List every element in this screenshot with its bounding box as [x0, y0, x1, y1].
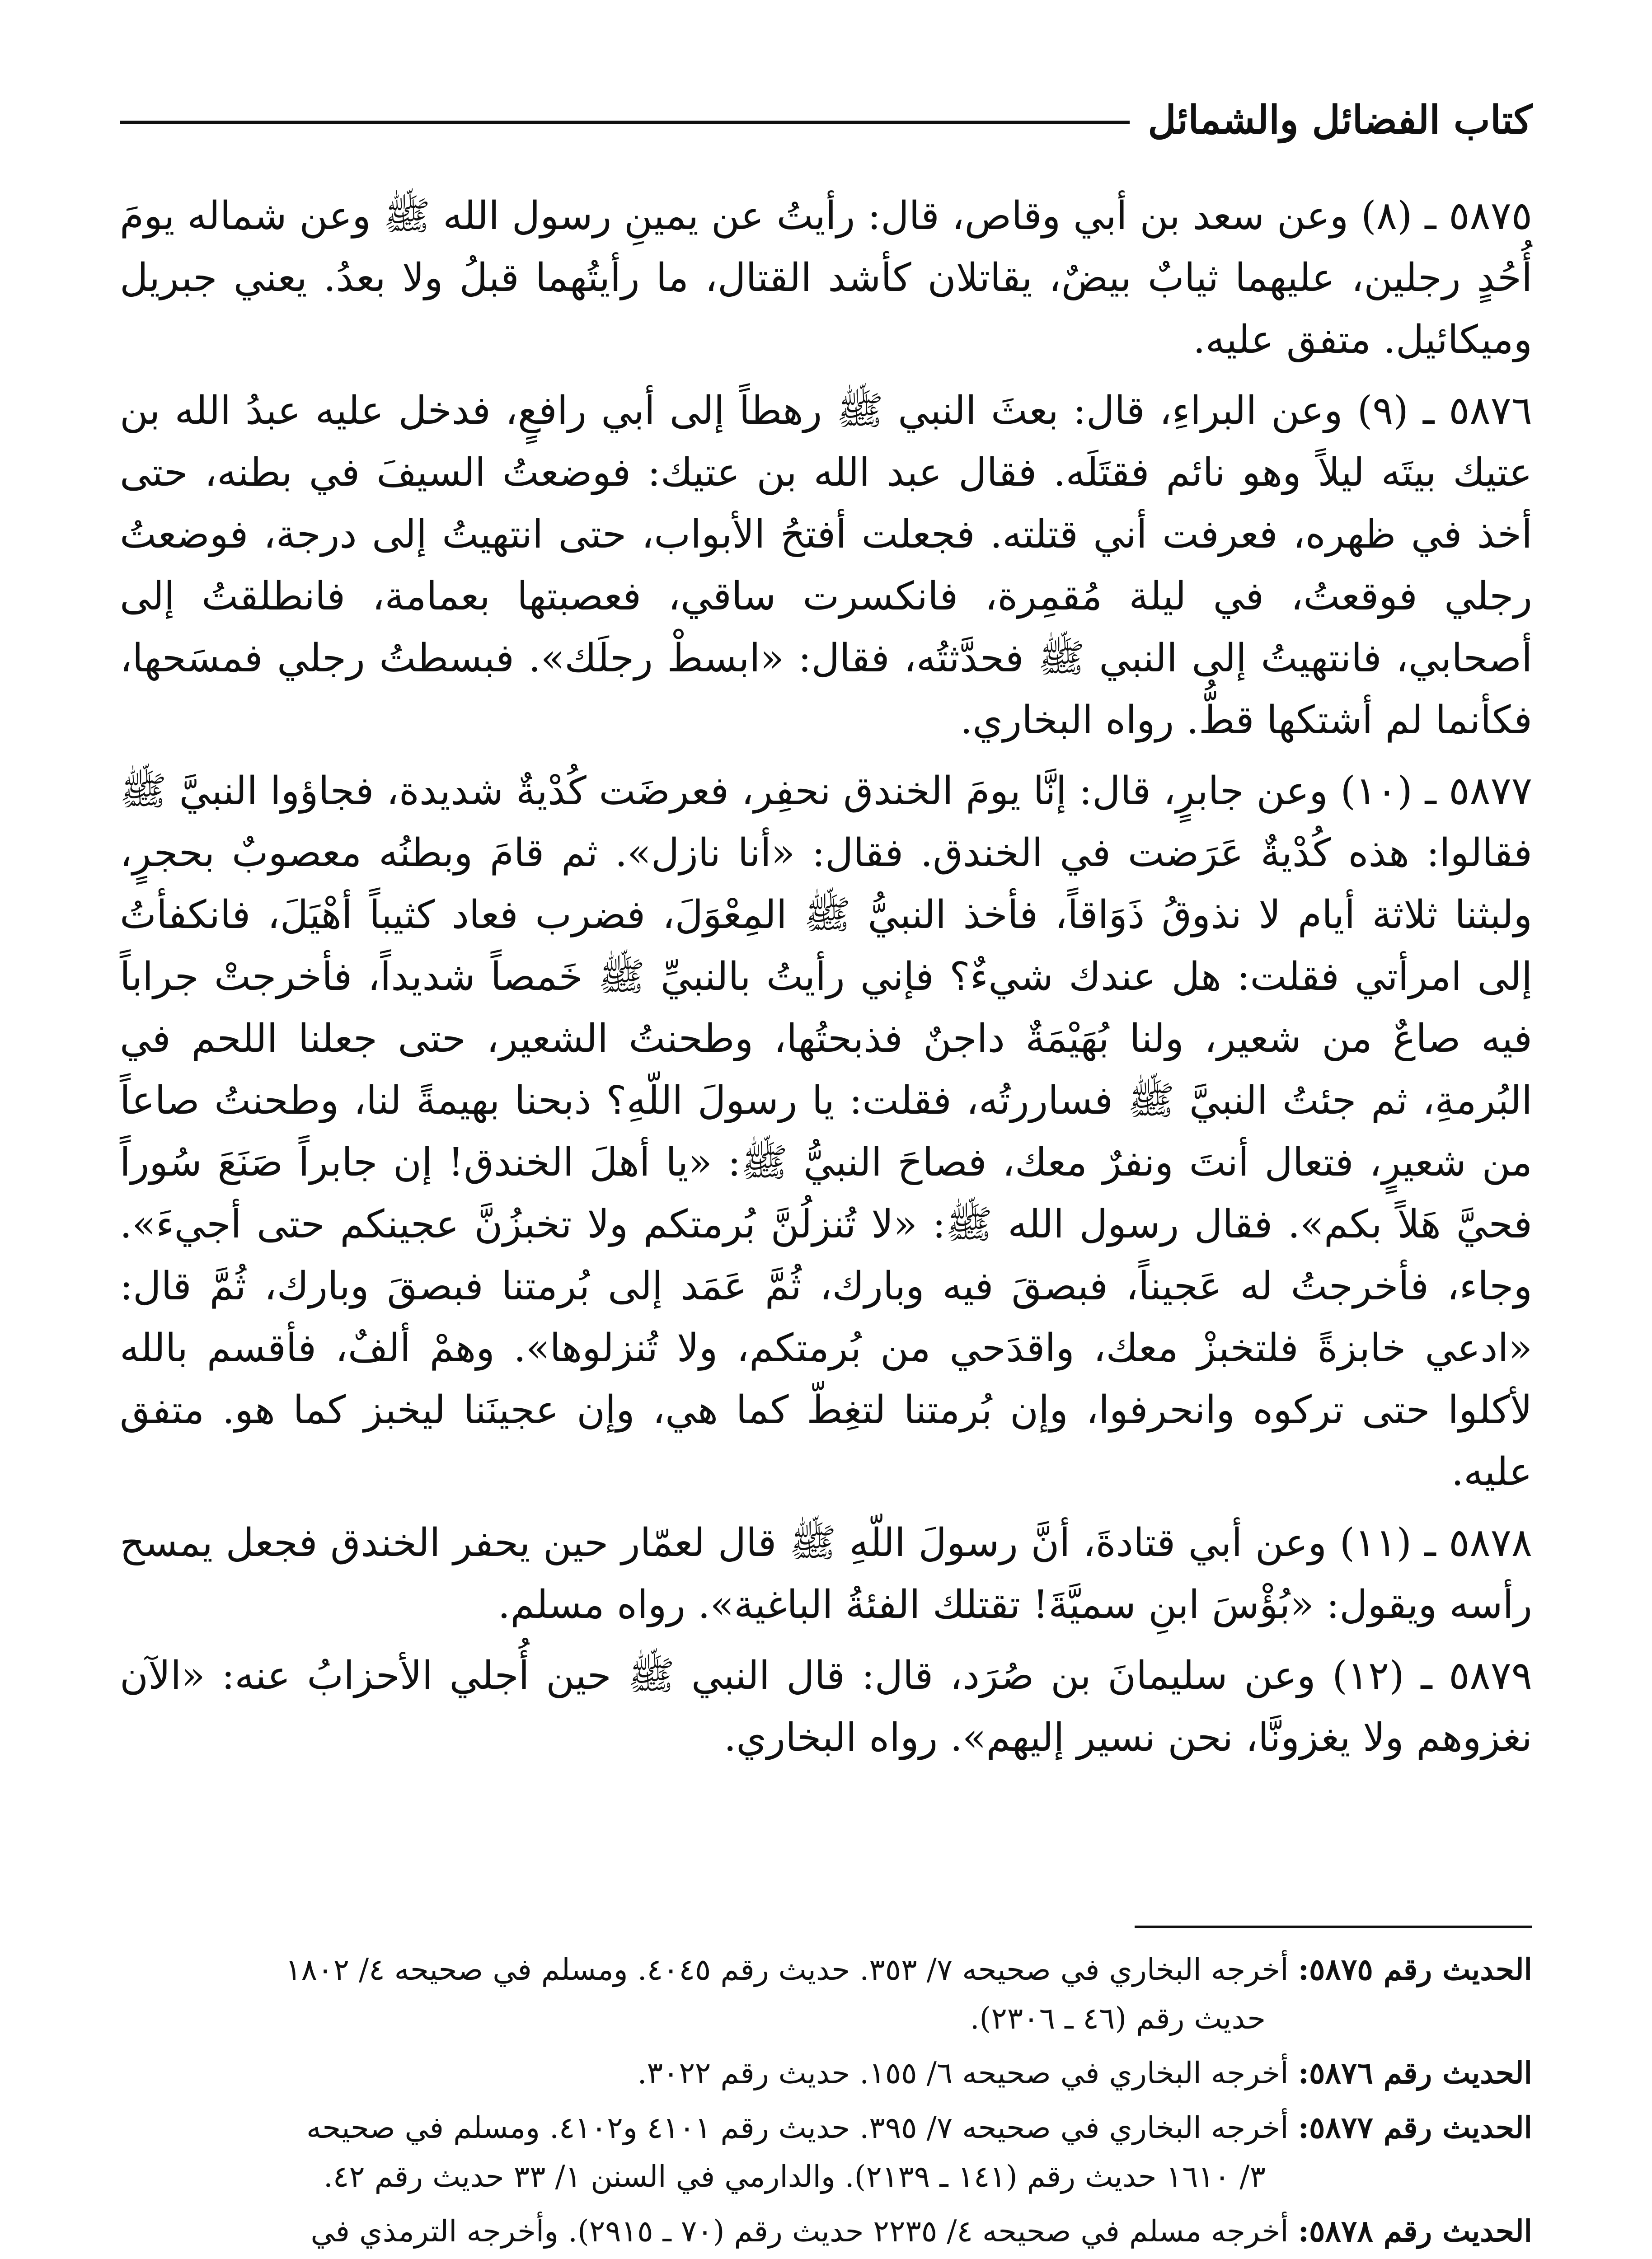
hadith-number: ٥٨٧٩ ـ (١٢): [1332, 1653, 1532, 1698]
book-title: كتاب الفضائل والشمائل: [1148, 97, 1532, 143]
hadith-number: ٥٨٧٧ ـ (١٠): [1340, 769, 1532, 814]
footnote-5876: [120, 2048, 1532, 2098]
hadith-number: ٥٨٧٦ ـ (٩): [1357, 388, 1532, 433]
footnote-separator: [1135, 1926, 1532, 1928]
footnote-label: الحديث رقم ٥٨٧٦:: [1298, 2055, 1532, 2090]
footnote-label: الحديث رقم ٥٨٧٧:: [1298, 2110, 1532, 2145]
header-rule: [120, 121, 1130, 124]
footnote-5875: [120, 1945, 1532, 2043]
footnote-text: أخرجه البخاري في صحيحه ٧/ ٣٥٣. حديث رقم ٤٠٤٥. ومسلم في صحيحه ٤/ ١٨٠٢: [285, 1952, 1289, 1987]
hadith-5876: [120, 380, 1532, 751]
footnote-label: الحديث رقم ٥٨٧٨:: [1298, 2213, 1532, 2249]
hadith-5878: [120, 1512, 1532, 1636]
hadith-5877: [120, 760, 1532, 1503]
running-header: [120, 84, 1532, 156]
main-text: [120, 185, 1532, 1769]
hadith-text: وعن سليمانَ بن صُرَد، قال: قال النبي ﷺ حين أُجلي الأحزابُ عنه: «الآن نغزوهم ولا يغزونَّا، نحن نسير إليهم». رواه البخاري.: [120, 1653, 1532, 1760]
hadith-number: ٥٨٧٥ ـ (٨): [1361, 193, 1532, 239]
footnotes: [120, 1945, 1532, 2259]
footnote-text: أخرجه البخاري في صحيحه ٧/ ٣٩٥. حديث رقم ٤١٠١ و٤١٠٢. ومسلم في صحيحه: [306, 2110, 1289, 2145]
hadith-number: ٥٨٧٨ ـ (١١): [1339, 1520, 1532, 1565]
hadith-text: وعن سعد بن أبي وقاص، قال: رأيتُ عن يمينِ رسول الله ﷺ وعن شماله يومَ أُحُدٍ رجلين، عليهما ثيابٌ بيضٌ، يقاتلان كأشد القتال، ما رأيتُهما قبلُ ولا بعدُ. يعني جبريل وميكائيل. متفق عليه.: [120, 193, 1532, 362]
footnote-text: أخرجه البخاري في صحيحه ٦/ ١٥٥. حديث رقم ٣٠٢٢.: [637, 2056, 1289, 2090]
hadith-5875: [120, 185, 1532, 371]
footnote-continuation: ٣/ ١٦١٠ حديث رقم (١٤١ ـ ٢١٣٩). والدارمي في السنن ١/ ٣٣ حديث رقم ٤٢.: [323, 2159, 1266, 2194]
footnote-5877: [120, 2103, 1532, 2201]
footnote-5878: [120, 2207, 1532, 2259]
footnote-continuation: [120, 2256, 1532, 2259]
hadith-text: وعن البراءِ، قال: بعثَ النبي ﷺ رهطاً إلى أبي رافعٍ، فدخل عليه عبدُ الله بن عتيك بيتَه ليلاً وهو نائم فقتَلَه. فقال عبد الله بن عتيك: فوضعتُ السيفَ في بطنه، حتى أخذ في ظهره، فعرفت أني قتلته. فجعلت أفتحُ الأبواب، حتى انتهيتُ إلى درجة، فوضعتُ رجلي فوقعتُ، في ليلة مُقمِرة، فانكسرت ساقي، فعصبتها بعمامة، فانطلقتُ إلى أصحابي، فانتهيتُ إلى النبي ﷺ فحدَّثتُه، فقال: «ابسطْ رجلَك». فبسطتُ رجلي فمسَحها، فكأنما لم أشتكها قطُّ. رواه البخاري.: [120, 388, 1532, 743]
hadith-text: وعن أبي قتادةَ، أنَّ رسولَ اللّهِ ﷺ قال لعمّار حين يحفر الخندق فجعل يمسح رأسه ويقول: «بُؤْسَ ابنِ سميَّةَ! تقتلك الفئةُ الباغية». رواه مسلم.: [120, 1520, 1532, 1627]
footnote-text: أخرجه مسلم في صحيحه ٤/ ٢٢٣٥ حديث رقم (٧٠ ـ ٢٩١٥). وأخرجه الترمذي في: [310, 2214, 1289, 2249]
hadith-text: وعن جابرٍ، قال: إنَّا يومَ الخندق نحفِر، فعرضَت كُدْيةٌ شديدة، فجاؤوا النبيَّ ﷺ فقالوا: هذه كُدْيةٌ عَرَضت في الخندق. فقال: «أنا نازل». ثم قامَ وبطنُه معصوبٌ بحجرٍ، ولبثنا ثلاثة أيام لا نذوقُ ذَوَاقاً، فأخذ النبيُّ ﷺ المِعْوَلَ، فضرب فعاد كثيباً أهْيَلَ، فانكفأتُ إلى امرأتي فقلت: هل عندك شيءٌ؟ فإني رأيتُ بالنبيِّ ﷺ خَمصاً شديداً، فأخرجتْ جراباً فيه صاعٌ من شعير، ولنا بُهَيْمَةٌ داجنٌ فذبحتُها، وطحنتُ الشعير، حتى جعلنا اللحم في البُرمةِ، ثم جئتُ النبيَّ ﷺ فساررتُه، فقلت: يا رسولَ اللّهِ؟ ذبحنا بهيمةً لنا، وطحنتُ صاعاً من شعيرٍ، فتعال أنتَ ونفرٌ معك، فصاحَ النبيُّ ﷺ: «يا أهلَ الخندق! إن جابراً صَنَعَ سُوراً فحيَّ هَلاً بكم». فقال رسول الله ﷺ: «لا تُنزلُنَّ بُرمتكم ولا تخبزُنَّ عجينكم حتى أجيءَ». وجاء، فأخرجتُ له عَجيناً، فبصقَ فيه وبارك، ثُمَّ عَمَد إلى بُرمتنا فبصقَ وبارك، ثُمَّ قال: «ادعي خابزةً فلتخبزْ معك، واقدَحي من بُرمتكم، ولا تُنزلوها». وهمْ ألفٌ، فأقسم بالله لأكلوا حتى تركوه وانحرفوا، وإن بُرمتنا لتغِطّ كما هي، وإن عجينَنا ليخبز كما هو. متفق عليه.: [120, 769, 1532, 1495]
footnote-continuation: حديث رقم (٤٦ ـ ٢٣٠٦).: [970, 2001, 1266, 2036]
footnote-label: الحديث رقم ٥٨٧٥:: [1298, 1952, 1532, 1987]
hadith-5879: [120, 1645, 1532, 1769]
